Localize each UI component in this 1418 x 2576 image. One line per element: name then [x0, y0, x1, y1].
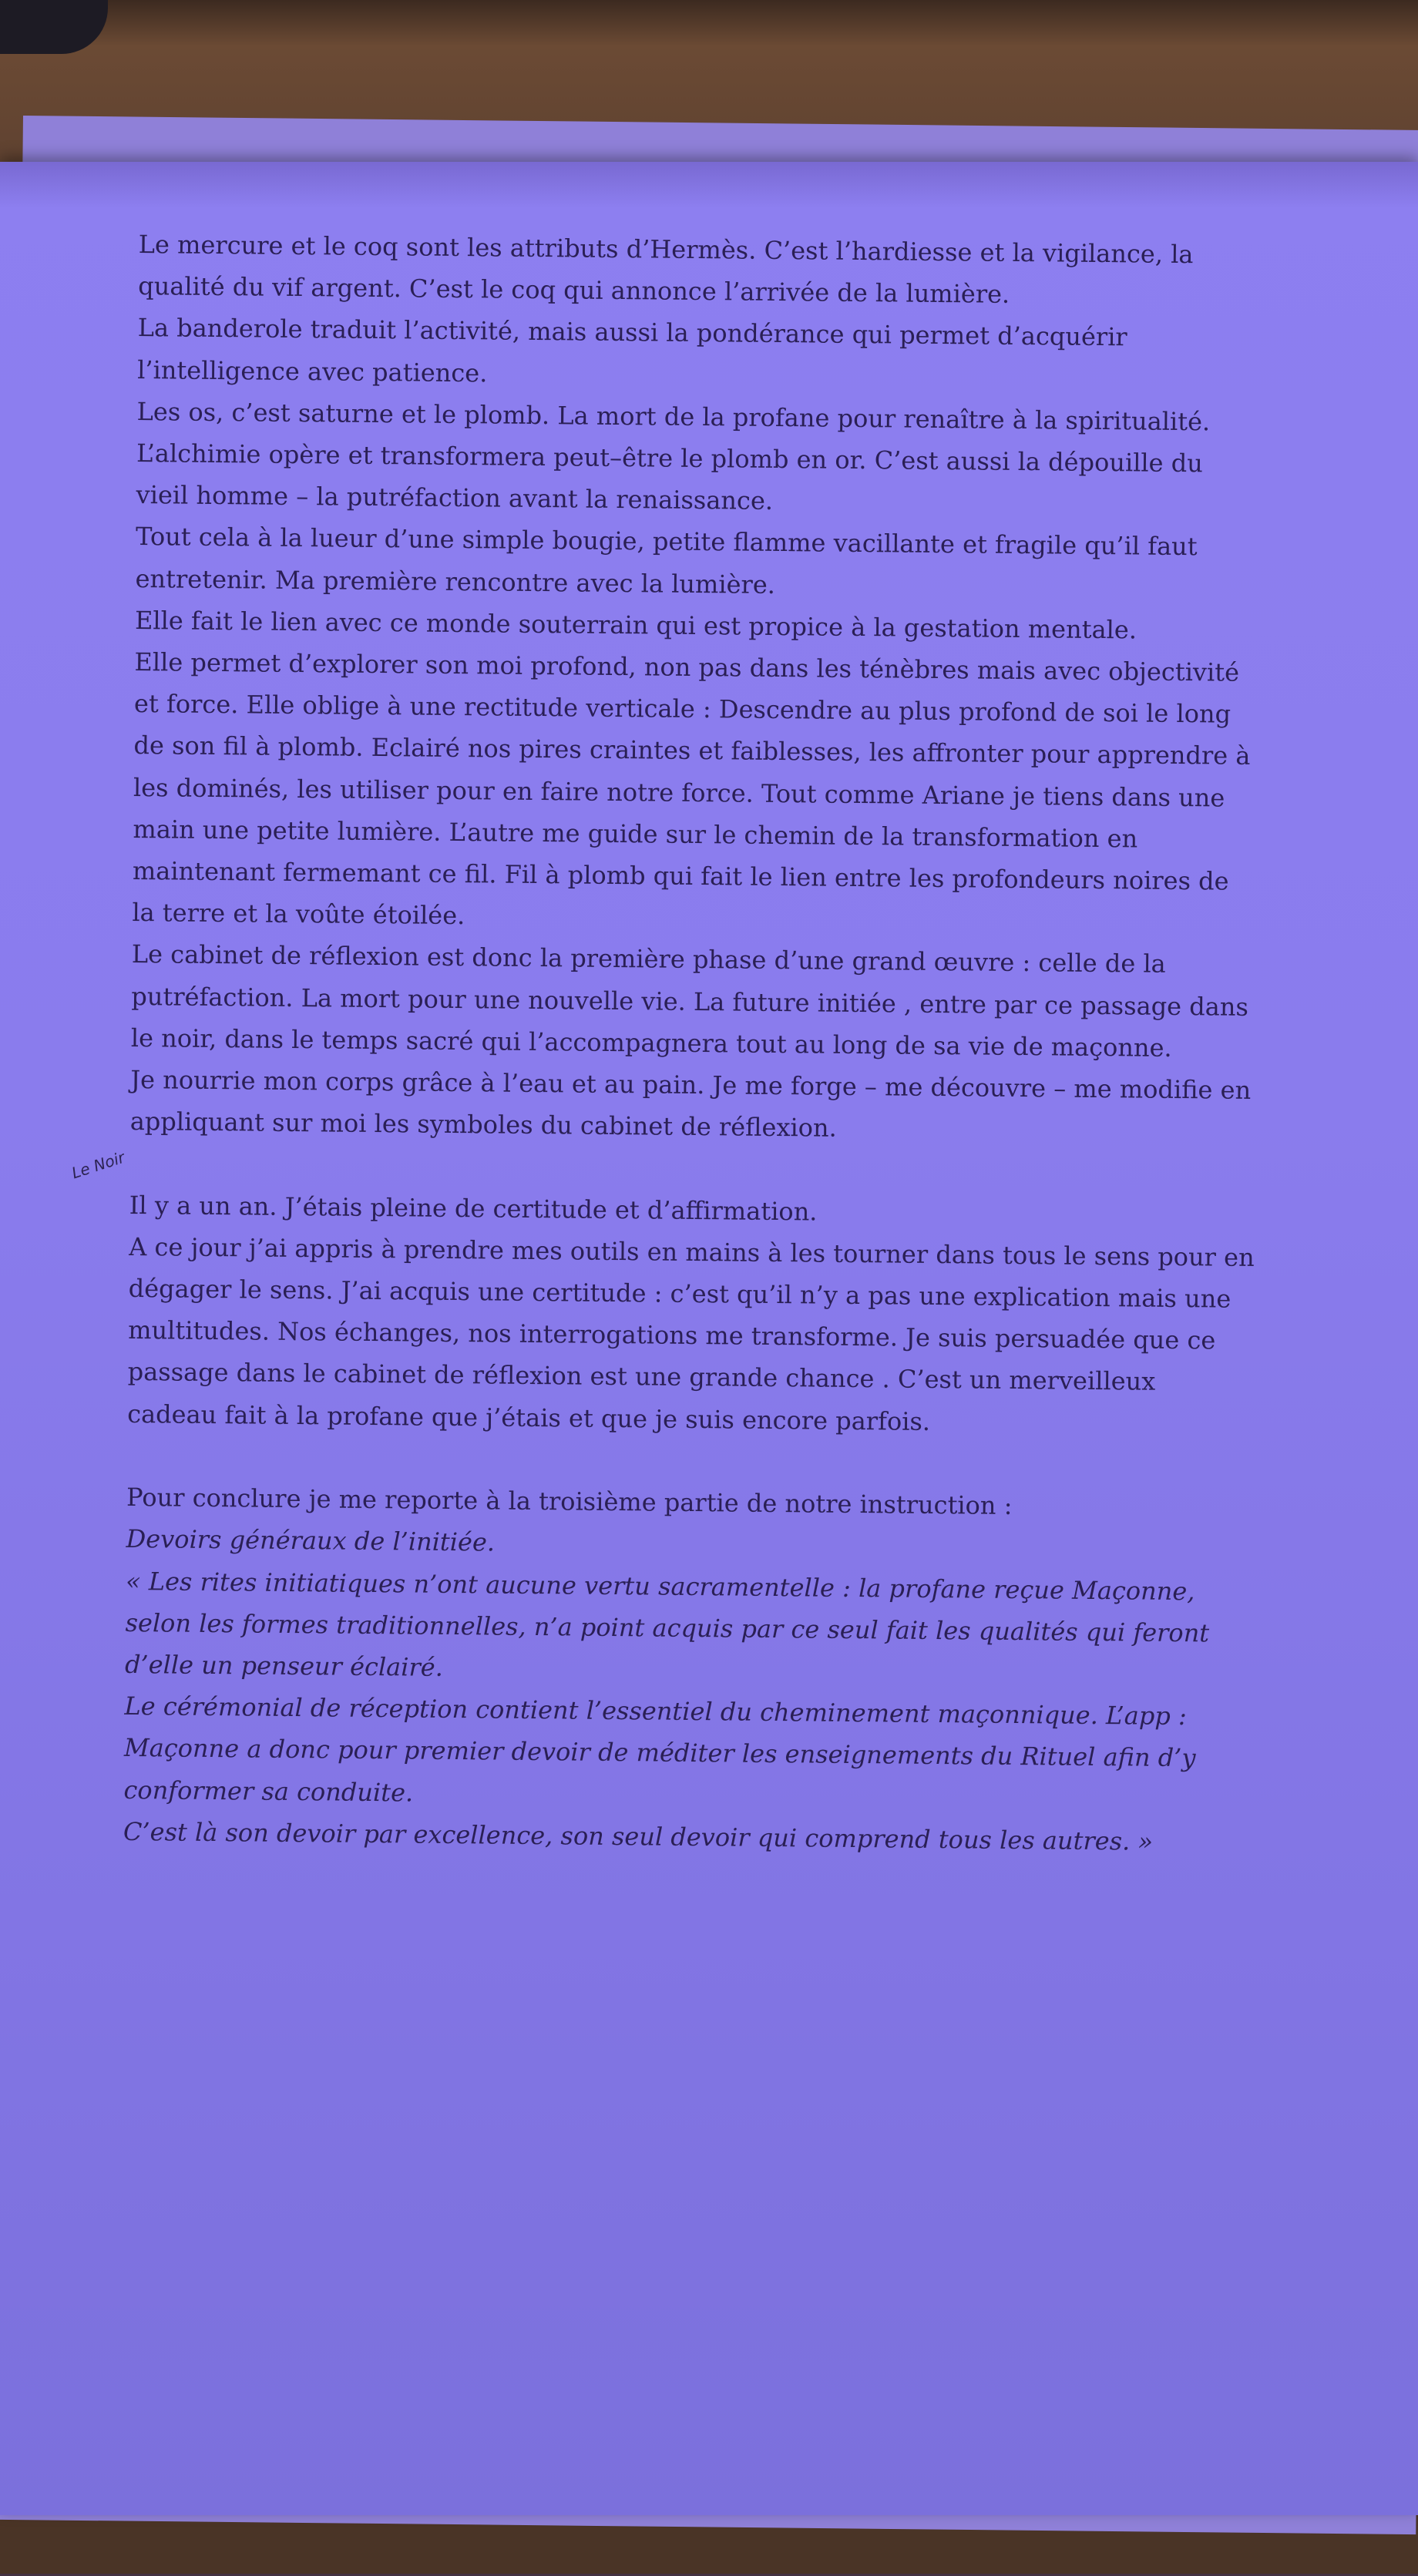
- text-line: Elle fait le lien avec ce monde souterrain qui est propice à la gestation mentale.: [134, 605, 1137, 645]
- text-line: Le cabinet de réflexion est donc la première phase d’une grand œuvre : celle de la: [131, 939, 1166, 979]
- text-line: Maçonne a donc pour premier devoir de méditer les enseignements du Rituel afin d’y: [123, 1733, 1196, 1773]
- text-line: le noir, dans le temps sacré qui l’accompagnera tout au long de sa vie de maçonne.: [130, 1023, 1172, 1063]
- text-line: passage dans le cabinet de réflexion est une grande chance . C’est un merveilleux: [127, 1357, 1156, 1397]
- text-line: Tout cela à la lueur d’une simple bougie, petite flamme vacillante et fragile qu’il faut: [135, 522, 1198, 562]
- text-line: entretenir. Ma première rencontre avec la lumière.: [135, 563, 776, 599]
- text-line: conformer sa conduite.: [123, 1775, 414, 1808]
- document-body: [123, 223, 1341, 1864]
- text-line: Le mercure et le coq sont les attributs d’Hermès. C’est l’hardiesse et la vigilance, la: [138, 229, 1194, 270]
- text-line: Elle permet d’explorer son moi profond, non pas dans les ténèbres mais avec objectivité: [134, 647, 1240, 687]
- text-line: dégager le sens. J’ai acquis une certitude : c’est qu’il n’y a pas une explication mais une: [128, 1274, 1232, 1314]
- sheet-shadow: [0, 162, 1418, 208]
- text-line: « Les rites initiatiques n’ont aucune vertu sacramentelle : la profane reçue Maçonne,: [125, 1566, 1195, 1606]
- text-line: C’est là son devoir par excellence, son seul devoir qui comprend tous les autres. »: [123, 1816, 1154, 1856]
- text-line: vieil homme – la putréfaction avant la renaissance.: [136, 480, 774, 516]
- text-line: la terre et la voûte étoilée.: [132, 898, 465, 931]
- text-line: A ce jour j’ai appris à prendre mes outils en mains à les tourner dans tous le sens pour en: [129, 1231, 1255, 1272]
- text-line: selon les formes traditionnelles, n’a point acquis par ce seul fait les qualités qui feront: [125, 1607, 1210, 1648]
- text-line: cadeau fait à la profane que j’étais et que je suis encore parfois.: [126, 1399, 931, 1436]
- handwritten-margin-note: Le Noir: [69, 1147, 127, 1183]
- text-line: de son fil à plomb. Eclairé nos pires craintes et faiblesses, les affronter pour apprendre à: [133, 730, 1251, 771]
- text-line: Pour conclure je me reporte à la troisième partie de notre instruction :: [126, 1483, 1013, 1521]
- text-line: Le cérémonial de réception contient l’essentiel du cheminement maçonnique. L’app :: [124, 1691, 1187, 1731]
- text-line: maintenant fermemant ce fil. Fil à plomb qui fait le lien entre les profondeurs noires de: [132, 856, 1229, 896]
- text-line: main une petite lumière. L’autre me guide sur le chemin de la transformation en: [133, 814, 1138, 854]
- text-line: Il y a un an. J’étais pleine de certitude et d’affirmation.: [129, 1190, 818, 1227]
- text-line: et force. Elle oblige à une rectitude verticale : Descendre au plus profond de soi le long: [133, 689, 1232, 729]
- text-line: qualité du vif argent. C’est le coq qui annonce l’arrivée de la lumière.: [138, 271, 1010, 310]
- text-line: putréfaction. La mort pour une nouvelle vie. La future initiée , entre par ce passage dans: [131, 981, 1249, 1022]
- text-line: La banderole traduit l’activité, mais aussi la pondérance qui permet d’acquérir: [137, 313, 1127, 352]
- text-line: appliquant sur moi les symboles du cabinet de réflexion.: [129, 1107, 837, 1144]
- text-line: Je nourrie mon corps grâce à l’eau et au pain. Je me forge – me découvre – me modifie en: [130, 1065, 1252, 1105]
- text-line: L’alchimie opère et transformera peut–être le plomb en or. C’est aussi la dépouille du: [136, 438, 1204, 479]
- text-line: d’elle un penseur éclairé.: [124, 1649, 444, 1682]
- text-line: multitudes. Nos échanges, nos interrogations me transforme. Je suis persuadée que ce: [128, 1315, 1216, 1355]
- text-line: l’intelligence avec patience.: [136, 354, 488, 388]
- text-line: Les os, c’est saturne et le plomb. La mort de la profane pour renaître à la spiritualité.: [136, 396, 1211, 437]
- text-line: les dominés, les utiliser pour en faire notre force. Tout comme Ariane je tiens dans une: [133, 772, 1225, 813]
- text-line: Devoirs généraux de l’initiée.: [126, 1524, 496, 1557]
